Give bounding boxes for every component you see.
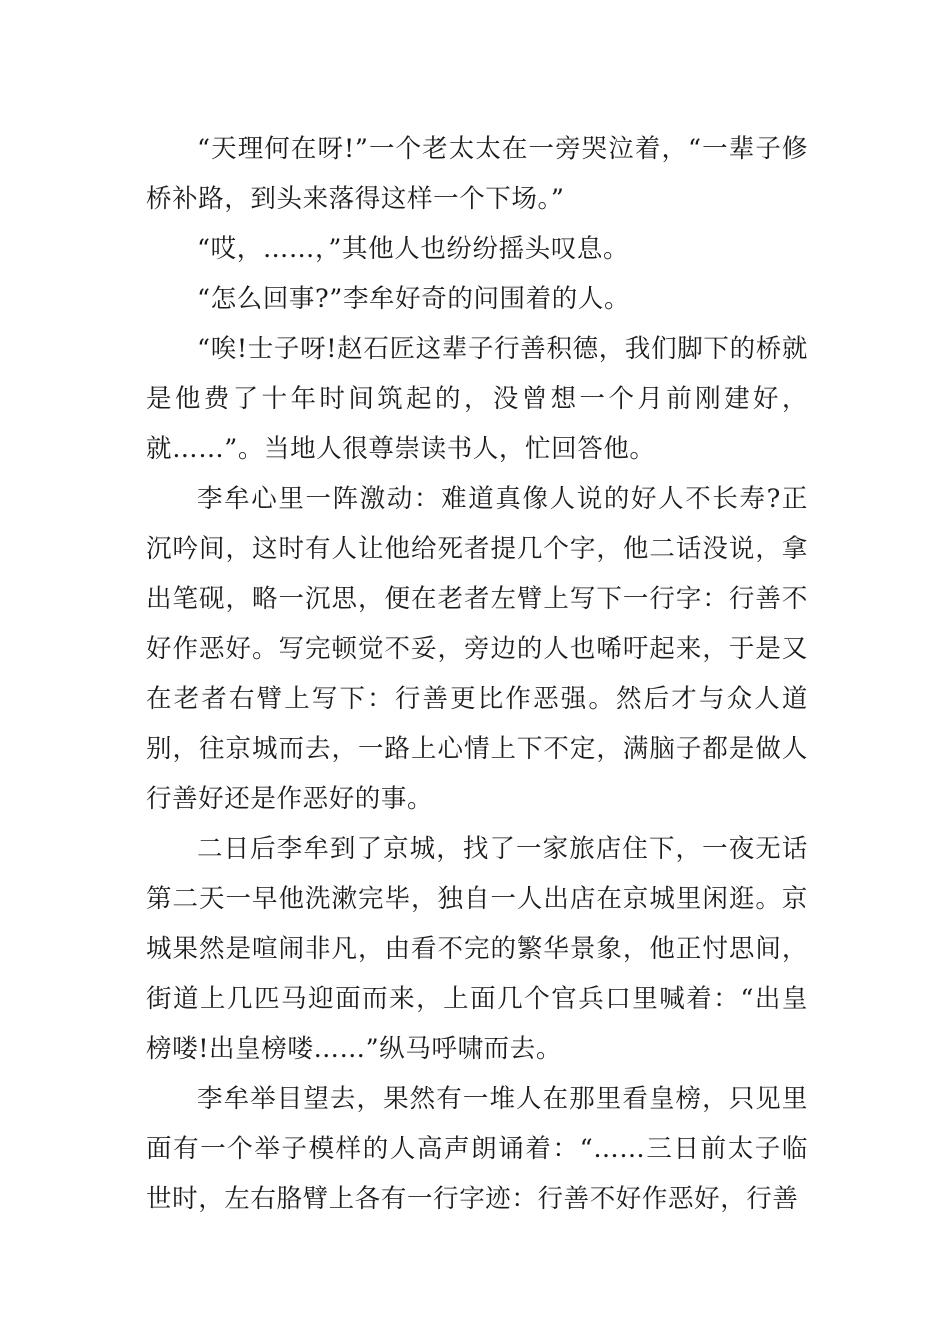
paragraph-6: 二日后李牟到了京城，找了一家旅店住下，一夜无话第二天一早他洗漱完毕，独自一人出店在京城里闲逛。京城果然是喧闹非凡，由看不完的繁华景象，他正忖思间，街道上几匹马迎面而来，上面几个官兵口里喊着：“出皇榜喽!出皇榜喽……”纵马呼啸而去。 [146,834,808,1064]
document-body [146,124,808,1224]
paragraph-2: “哎，……，”其他人也纷纷摇头叹息。 [197,234,630,264]
paragraph-4: “唉!士子呀!赵石匠这辈子行善积德，我们脚下的桥就是他费了十年时间筑起的，没曾想一个月前刚建好，就……”。当地人很尊崇读书人，忙回答他。 [146,334,808,464]
paragraph-7: 李牟举目望去，果然有一堆人在那里看皇榜，只见里面有一个举子模样的人高声朗诵着：“……三日前太子临世时，左右胳臂上各有一行字迹：行善不好作恶好，行善 [146,1084,808,1214]
paragraph-3: “怎么回事?”李牟好奇的问围着的人。 [197,284,631,314]
paragraph-1: “天理何在呀!”一个老太太在一旁哭泣着，“一辈子修桥补路，到头来落得这样一个下场。” [146,134,808,214]
paragraph-5: 李牟心里一阵激动：难道真像人说的好人不长寿?正沉吟间，这时有人让他给死者提几个字，他二话没说，拿出笔砚，略一沉思，便在老者左臂上写下一行字：行善不好作恶好。写完顿觉不妥，旁边的人也唏吁起来，于是又在老者右臂上写下：行善更比作恶强。然后才与众人道别，往京城而去，一路上心情上下不定，满脑子都是做人行善好还是作恶好的事。 [146,484,808,814]
